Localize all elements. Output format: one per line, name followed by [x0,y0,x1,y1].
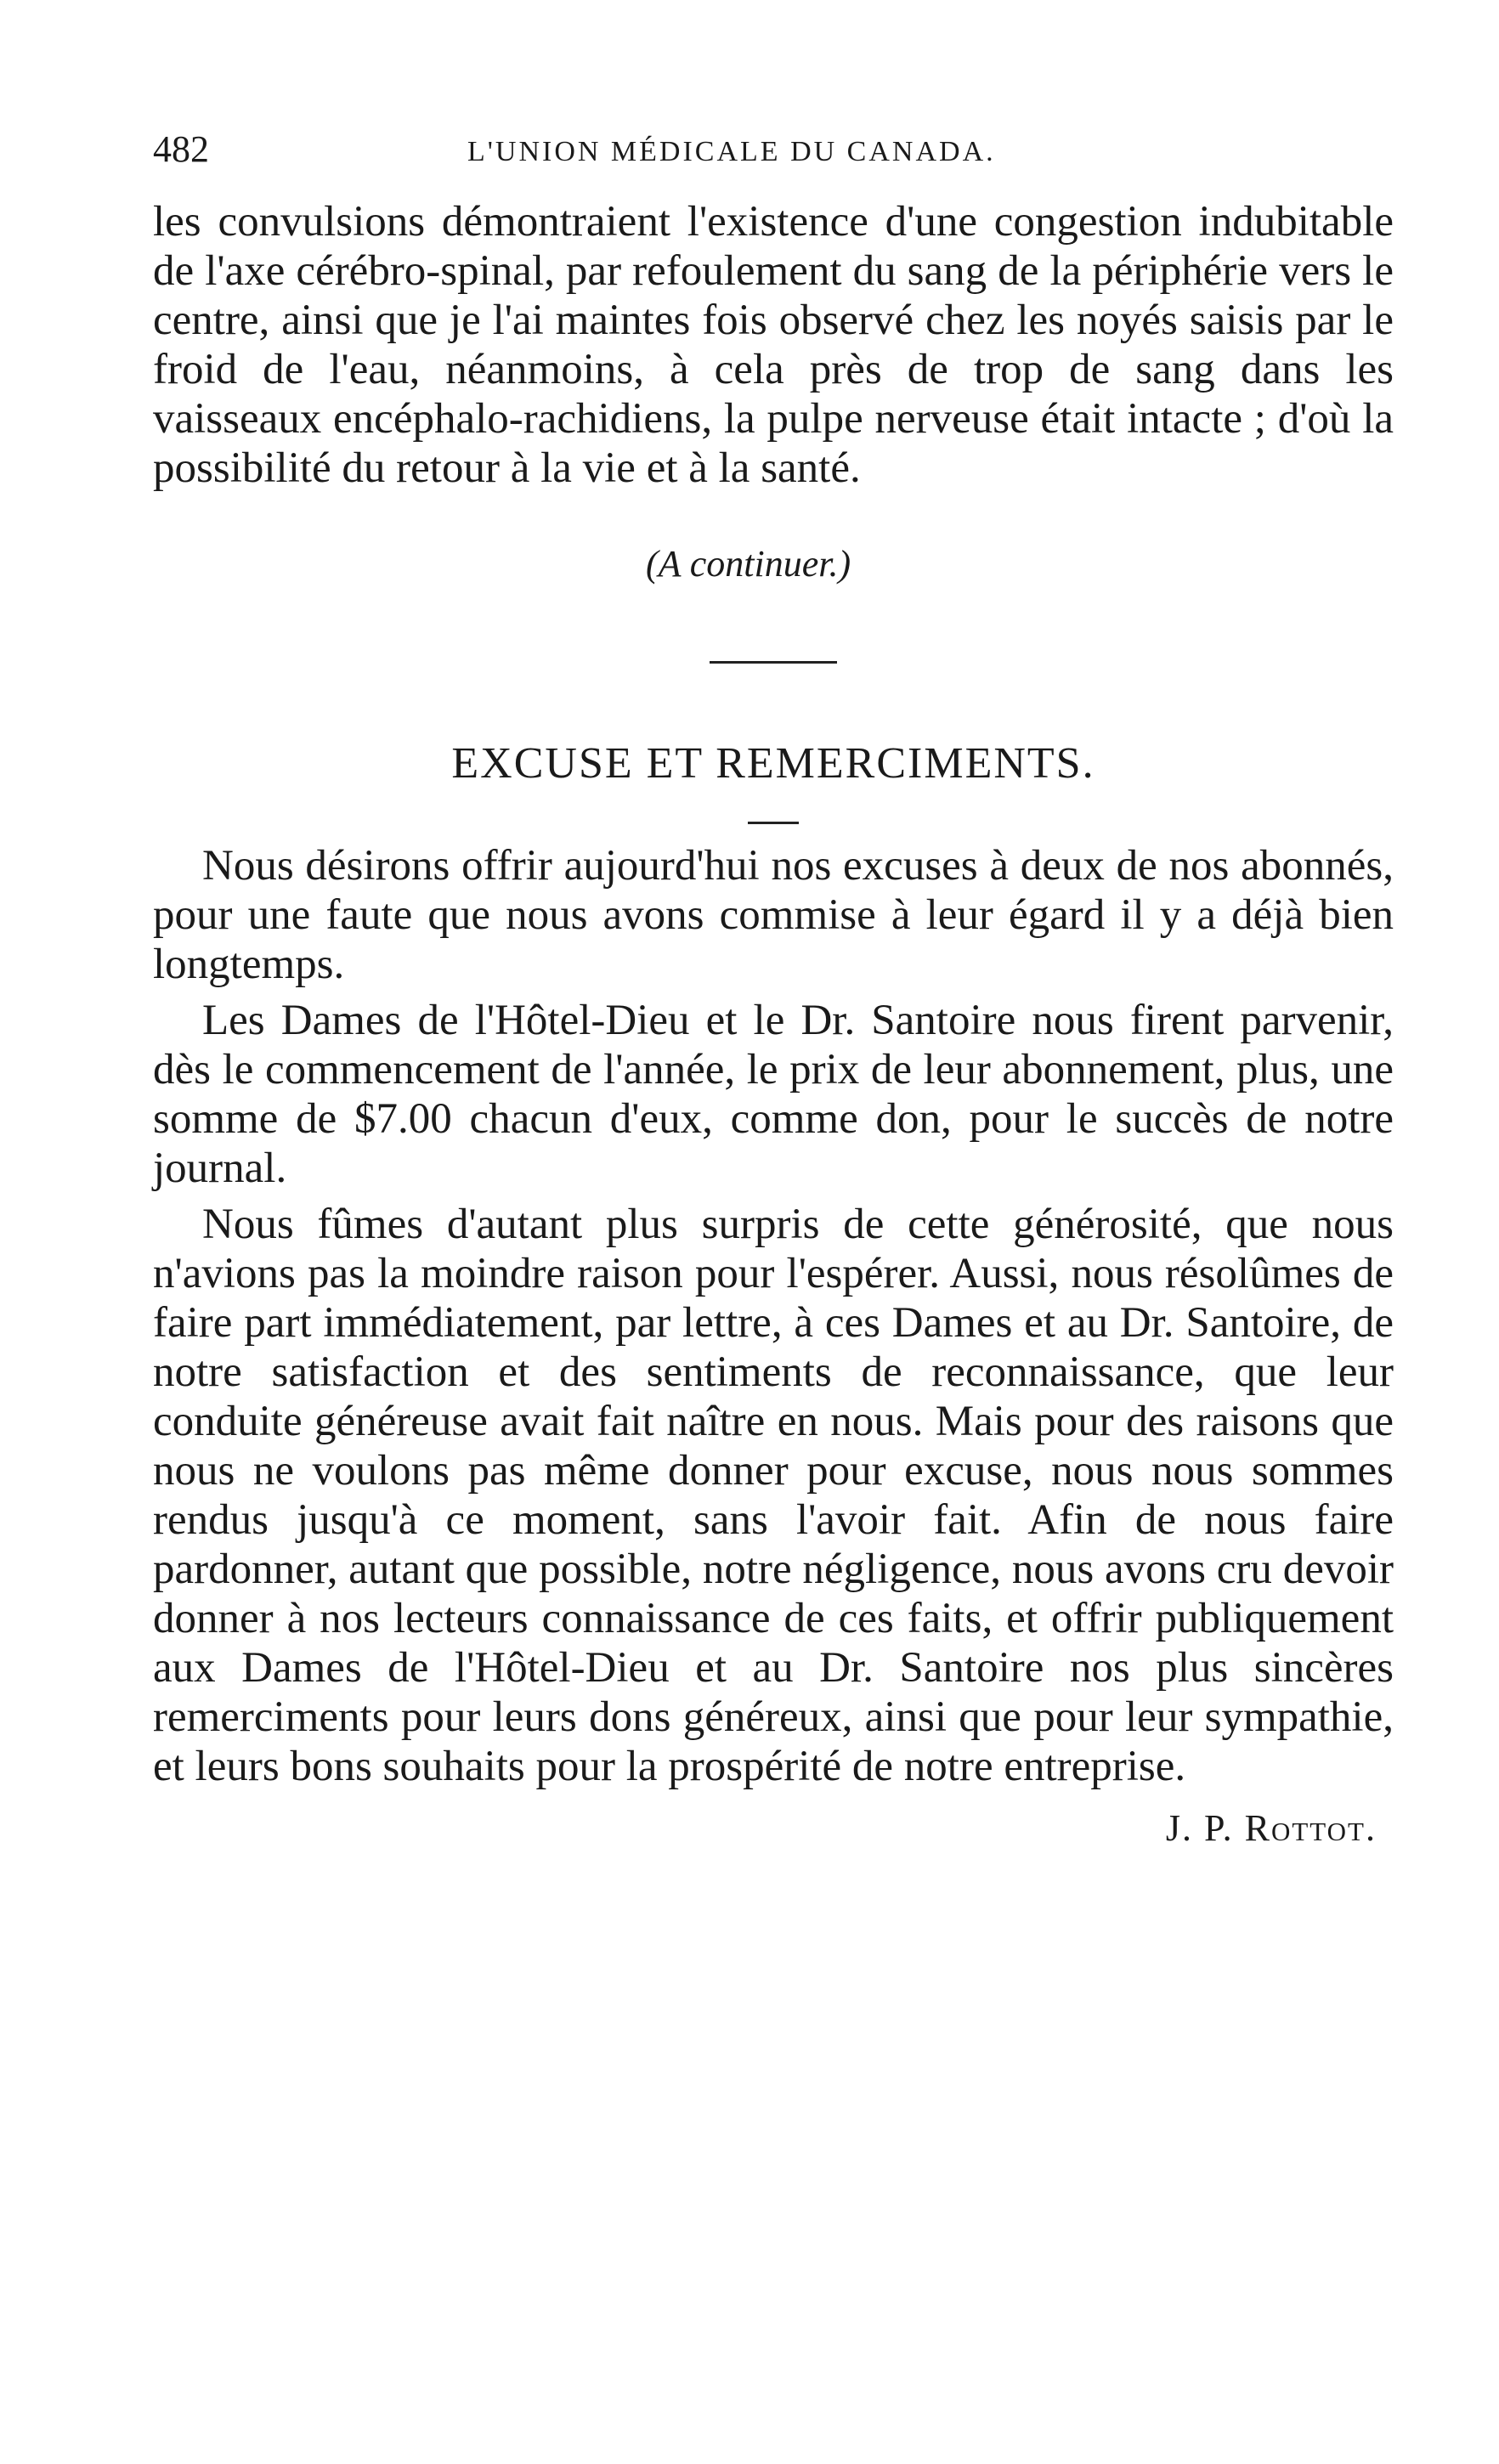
running-head [153,127,1394,187]
journal-title: L'UNION MÉDICALE DU CANADA. [467,136,996,167]
page-number: 482 [153,128,209,170]
signature: J. P. Rottot. [1165,1807,1377,1849]
section-divider [710,661,837,664]
notice-title: EXCUSE ET REMERCIMENTS. [451,739,1095,788]
notice-paragraph: Nous désirons offrir aujourd'hui nos excuses à deux de nos abonnés, pour une faute que nous avons commise à leur égard il y a déjà bien longtemps. [153,842,1394,988]
continue-note: (A continuer.) [646,543,851,585]
notice-body [153,841,1394,1791]
article-continuation-text: les convulsions démontraient l'existence d'une congestion indubitable de l'axe cérébro-spinal, par refoulement du sang de la périphérie vers le centre, ainsi que je l'ai maintes fois observé chez les noyés saisis par le froid de l'eau, néanmoins, à cela près de trop de sang dans les vaisseaux encéphalo-rachidiens, la pulpe nerveuse était intacte ; d'où la possibilité du retour à la vie et à la santé. [153,198,1394,492]
notice-paragraph: Nous fûmes d'autant plus surpris de cette générosité, que nous n'avions pas la moindre raison pour l'espérer. Aussi, nous résolûmes de faire part immédiatement, par lettre, à ces Dames et au Dr. Santoire, de notre satisfaction et des sentiments de reconnaissance, que leur conduite généreuse avait fait naître en nous. Mais pour des raisons que nous ne voulons pas même donner pour excuse, nous nous sommes rendus jusqu'à ce moment, sans l'avoir fait. Afin de nous faire pardonner, autant que possible, notre négligence, nous avons cru devoir donner à nos lecteurs connaissance de ces faits, et offrir publiquement aux Dames de l'Hôtel-Dieu et au Dr. Santoire nos plus sincères remerciments pour leurs dons généreux, ainsi que pour leur sympathie, et leurs bons souhaits pour la prospérité de notre entreprise. [153,1201,1394,1790]
title-underline [748,822,799,824]
notice-paragraph: Les Dames de l'Hôtel-Dieu et le Dr. Santoire nous firent parvenir, dès le commencement de l'année, le prix de leur abonnement, plus, une somme de $7.00 chacun d'eux, comme don, pour le succès de notre journal. [153,997,1394,1192]
book-page [153,127,1394,1850]
